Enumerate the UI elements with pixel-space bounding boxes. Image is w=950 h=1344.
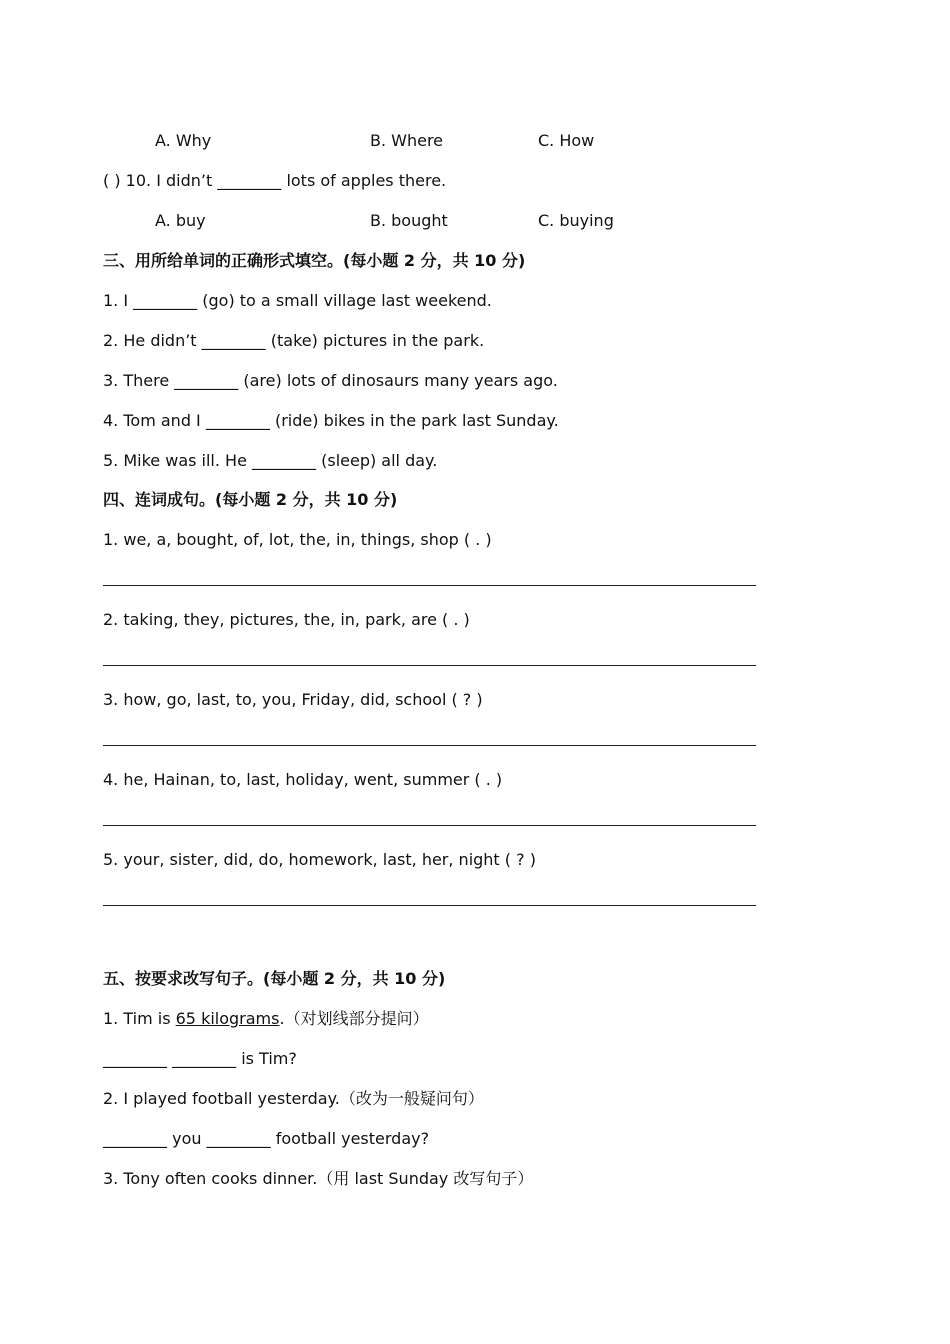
item-after: (ride) bikes in the park last Sunday. [274,411,559,430]
q9-option-c: C. How [538,131,595,150]
q1-underlined-part: 65 kilograms [175,1009,280,1028]
item-before: 2. He didn’t [103,331,197,350]
item-after: (are) lots of dinosaurs many years ago. [243,371,558,390]
answer-line-4 [103,825,756,826]
q1-answer-rest: is Tim? [241,1049,297,1068]
q10-rest: lots of apples there. [286,171,447,190]
section5-q2: 2. I played football yesterday.（改为一般疑问句） [103,1089,484,1108]
section4-item-3: 3. how, go, last, to, you, Friday, did, school ( ? ) [103,690,483,709]
section4-item-5: 5. your, sister, did, do, homework, last, her, night ( ? ) [103,850,536,869]
item-before: 1. I [103,291,129,310]
q2-answer-mid: you [172,1129,202,1148]
answer-line-5 [103,905,756,906]
q1-before: 1. Tim is [103,1009,171,1028]
q2-answer-blank-2: ________ [206,1129,271,1148]
section5-q1-answer [103,1049,297,1069]
q10-paren-number: ( ) 10. I didn’t [103,171,213,190]
item-after: (sleep) all day. [321,451,438,470]
q2-answer-blank-1: ________ [103,1129,167,1148]
q10-option-c: C. buying [538,211,614,230]
q1-after: .（对划线部分提问） [279,1009,429,1028]
q10-stem [103,171,446,191]
q1-answer-blank-1: ________ [103,1049,167,1068]
section3-item-1 [103,291,492,311]
item-blank: ________ [201,331,266,350]
item-blank: ________ [205,411,270,430]
section5-heading: 五、按要求改写句子。(每小题 2 分，共 10 分) [103,969,446,988]
section5-q1 [103,1009,429,1029]
section3-item-4 [103,411,559,431]
section3-item-2 [103,331,484,351]
q2-answer-rest: football yesterday? [275,1129,430,1148]
q10-option-b: B. bought [370,211,448,230]
section4-item-2: 2. taking, they, pictures, the, in, park, are ( . ) [103,610,470,629]
answer-line-2 [103,665,756,666]
item-before: 3. There [103,371,170,390]
section4-heading: 四、连词成句。(每小题 2 分，共 10 分) [103,490,398,509]
item-blank: ________ [174,371,239,390]
section3-item-3 [103,371,558,391]
item-after: (go) to a small village last weekend. [202,291,492,310]
q10-option-a: A. buy [155,211,206,230]
item-blank: ________ [133,291,198,310]
q9-option-b: B. Where [370,131,444,150]
q9-option-a: A. Why [155,131,212,150]
section5-q3: 3. Tony often cooks dinner.（用 last Sunday 改写句子） [103,1169,534,1188]
q1-answer-blank-2: ________ [172,1049,237,1068]
item-before: 4. Tom and I [103,411,201,430]
section4-item-4: 4. he, Hainan, to, last, holiday, went, summer ( . ) [103,770,503,789]
q10-blank: ________ [217,171,282,190]
item-before: 5. Mike was ill. He [103,451,247,470]
section4-item-1: 1. we, a, bought, of, lot, the, in, things, shop ( . ) [103,530,492,549]
section3-item-5 [103,451,437,471]
item-blank: ________ [252,451,317,470]
item-after: (take) pictures in the park. [270,331,485,350]
section3-heading: 三、用所给单词的正确形式填空。(每小题 2 分，共 10 分) [103,251,526,270]
section5-q2-answer [103,1129,429,1149]
answer-line-3 [103,745,756,746]
answer-line-1 [103,585,756,586]
